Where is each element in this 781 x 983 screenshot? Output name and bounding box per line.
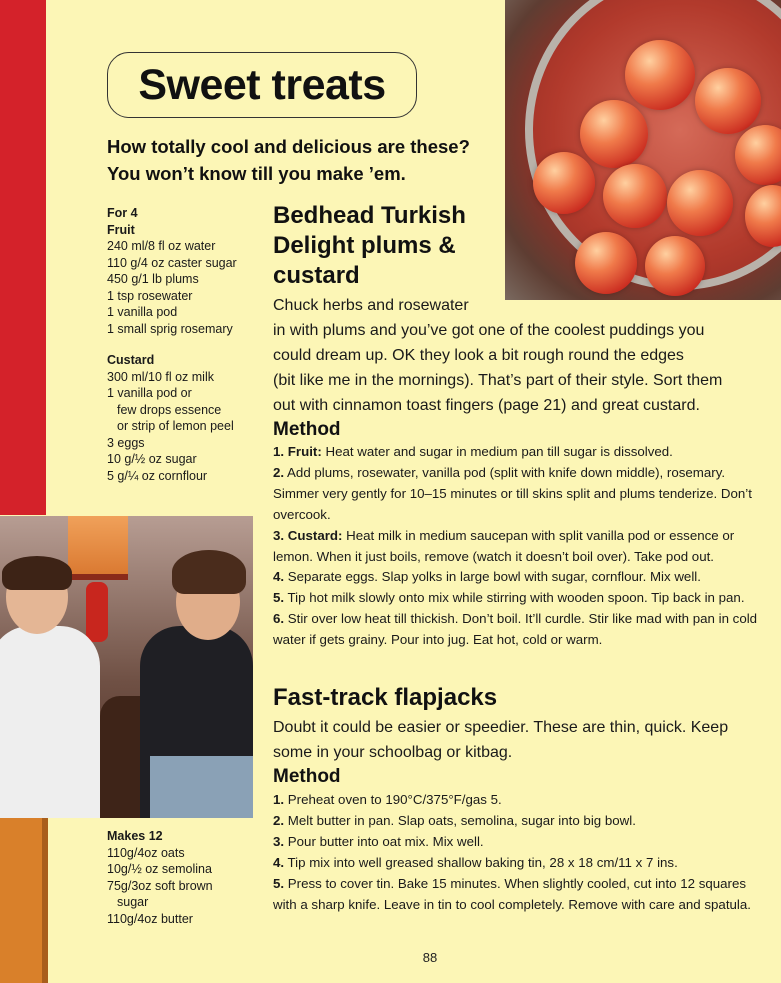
page-intro: How totally cool and delicious are these? You won’t know till you make ’em. [107,136,470,184]
list-item: 3. Pour butter into oat mix. Mix well. [273,833,484,849]
list-item: 110g/4oz oats [107,845,185,860]
list-item: 2. Add plums, rosewater, vanilla pod (split with knife down middle), rosemary. Simmer very gently for 10–15 minutes or till skins split and plums tenderize. Don’t overcook. [273,464,752,522]
list-item: 75g/3oz soft brown [107,878,213,893]
list-item: 10 g/½ oz sugar [107,452,197,466]
flapjack-ingredients [107,828,257,927]
page-title: Sweet treats [138,60,386,109]
recipe1-intro-line: could dream up. OK they look a bit rough round the edges [273,347,684,364]
serves-label: For 4 [107,206,138,220]
list-item: 10g/½ oz semolina [107,862,212,876]
recipe1-steps [273,442,763,651]
list-item: 4. Separate eggs. Slap yolks in large bowl with sugar, cornflour. Mix well. [273,569,701,585]
recipe2-title: Fast-track flapjacks [273,684,498,711]
recipe1-title: Bedhead Turkish Delight plums & custard [273,202,466,289]
list-item: 3 eggs [107,435,145,450]
list-item: 1 small sprig rosemary [107,321,233,336]
list-item: 110g/4oz butter [107,911,193,926]
red-edge-strip [0,0,46,515]
list-item: 3. Custard: Heat milk in medium saucepan with split vanilla pod or essence or lemon. When it just boils, remove (watch it doesn’t boil over). Take pod out. [273,527,735,564]
plums-photo [505,0,781,300]
makes-label: Makes 12 [107,829,163,843]
list-item: 450 g/1 lb plums [107,272,199,286]
list-item: 1. Fruit: Heat water and sugar in medium pan till sugar is dissolved. [273,444,673,459]
fruit-heading: Fruit [107,222,135,237]
list-item: 1 vanilla pod [107,305,178,319]
recipe2-steps [273,790,763,915]
list-item: 300 ml/10 fl oz milk [107,369,214,384]
list-item: 1 vanilla pod or [107,386,192,400]
custard-ingredients [107,352,267,484]
recipe1-method-heading: Method [273,419,341,440]
recipe1-intro-line: Chuck herbs and rosewater [273,297,469,314]
recipe1-intro-line: out with cinnamon toast fingers (page 21) and great custard. [273,397,700,414]
list-item: 2. Melt butter in pan. Slap oats, semolina, sugar into big bowl. [273,812,636,828]
recipe1-intro-line: (bit like me in the mornings). That’s part of their style. Sort them [273,372,723,389]
list-item: 240 ml/8 fl oz water [107,239,216,253]
recipe1-intro-line: in with plums and you’ve got one of the coolest puddings you [273,322,705,339]
list-item: or strip of lemon peel [117,419,234,433]
list-item: 6. Stir over low heat till thickish. Don’t boil. It’ll curdle. Stir like mad with pan in cold water if gets grainy. Pour into jug. Eat hot, cold or warm. [273,611,758,648]
list-item: 5. Press to cover tin. Bake 15 minutes. When slightly cooled, cut into 12 squares with a sharp knife. Leave in tin to cool completely. Remove with care and spatula. [273,875,751,912]
custard-heading: Custard [107,353,155,367]
list-item: sugar [117,895,149,909]
title-box [107,52,417,118]
list-item: 1 tsp rosewater [107,288,193,303]
list-item: 4. Tip mix into well greased shallow baking tin, 28 x 18 cm/11 x 7 ins. [273,854,678,870]
recipe2-method-heading: Method [273,766,341,787]
page-number: 88 [422,950,438,965]
list-item: 110 g/4 oz caster sugar [107,255,237,270]
recipe2-intro: Doubt it could be easier or speedier. These are thin, quick. Keep some in your schoolbag or kitbag. [273,719,729,761]
list-item: few drops essence [117,402,222,417]
list-item: 5 g/¼ oz cornflour [107,468,208,483]
list-item: 5. Tip hot milk slowly onto mix while stirring with wooden spoon. Tip back in pan. [273,590,745,606]
fruit-ingredients [107,205,267,337]
boys-eating-photo [0,516,253,818]
list-item: 1. Preheat oven to 190°C/375°F/gas 5. [273,792,502,807]
